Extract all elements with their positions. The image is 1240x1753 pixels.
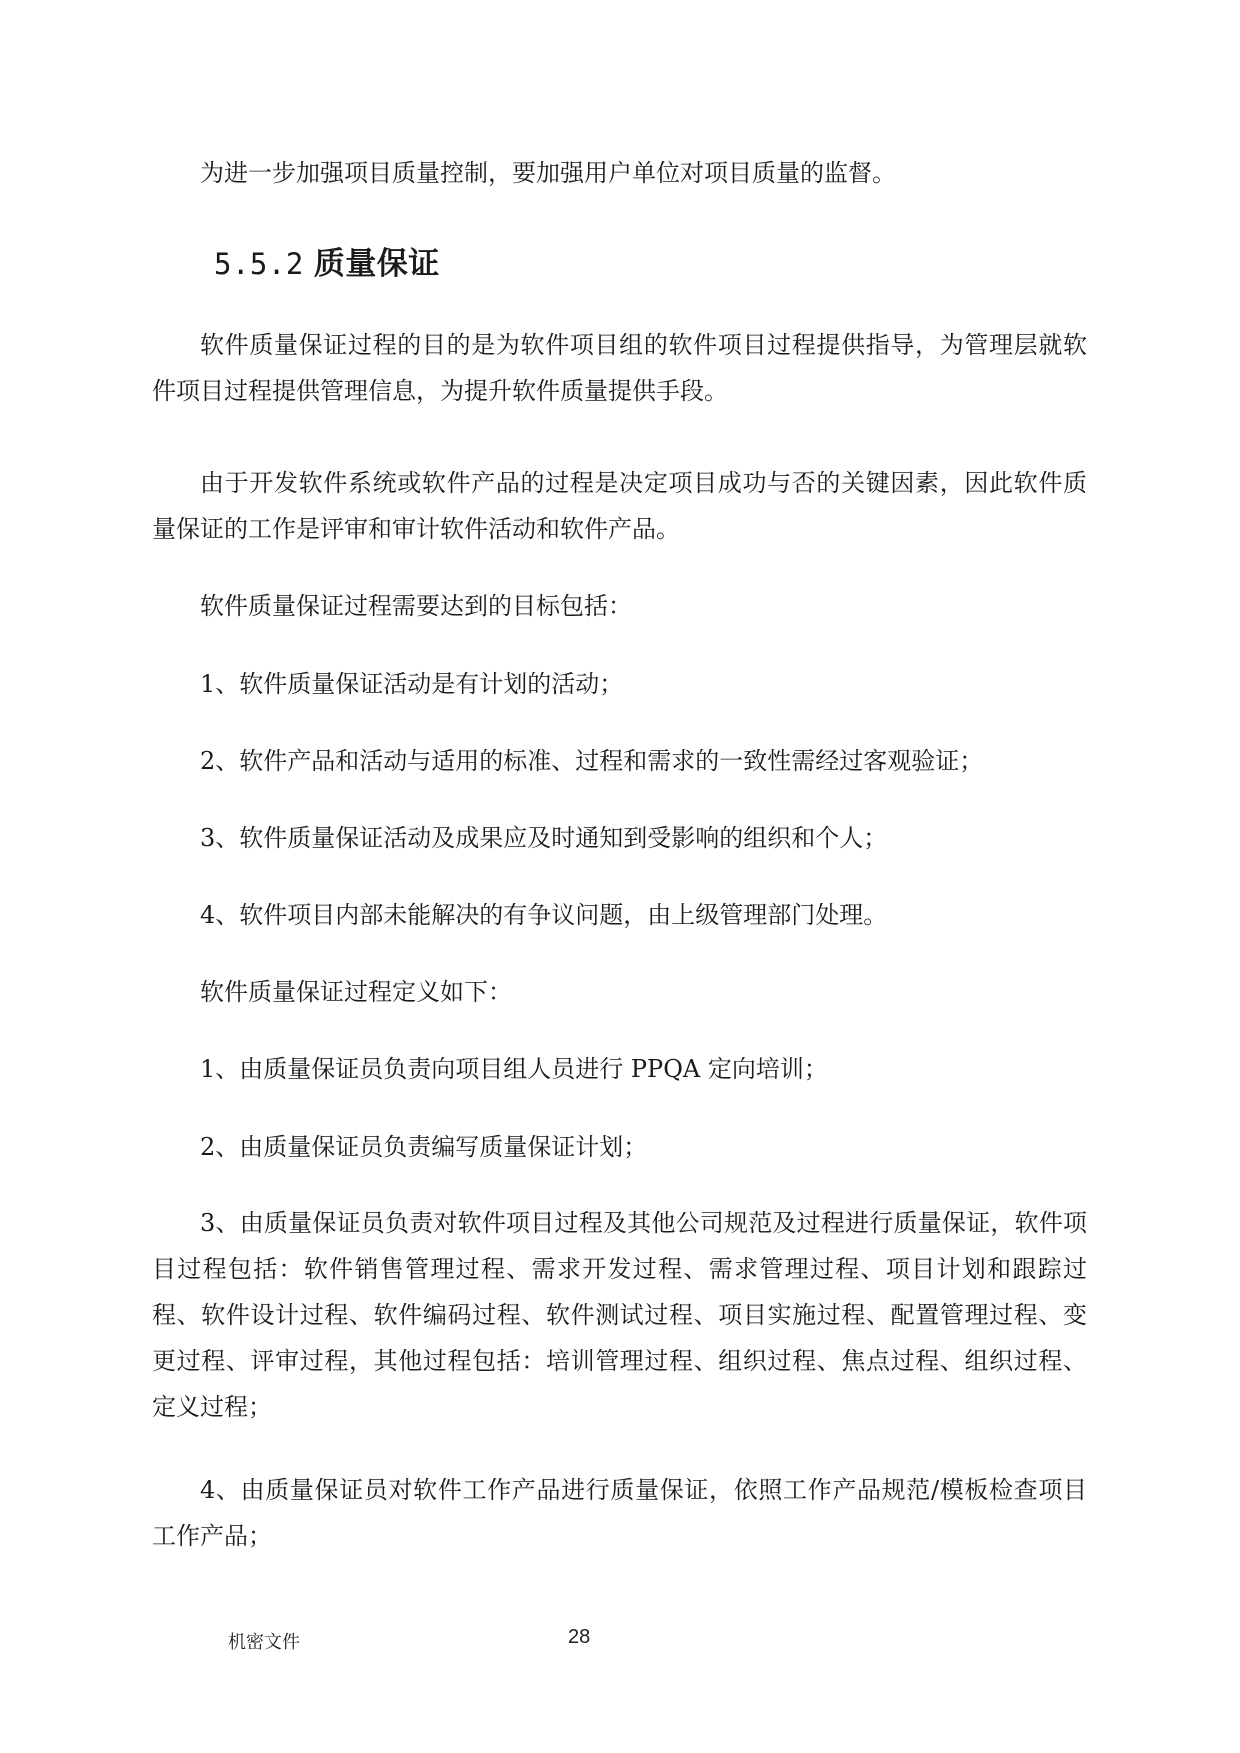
list-item: 4、由质量保证员对软件工作产品进行质量保证，依照工作产品规范/模板检查项目工作产品； [152, 1476, 1087, 1550]
paragraph: 软件质量保证过程的目的是为软件项目组的软件项目过程提供指导，为管理层就软件项目过程提供管理信息，为提升软件质量提供手段。 [152, 331, 1087, 405]
intro-paragraph: 为进一步加强项目质量控制，要加强用户单位对项目质量的监督。 [200, 159, 896, 187]
section-heading [214, 238, 440, 283]
list-item: 2、由质量保证员负责编写质量保证计划； [200, 1133, 648, 1161]
list-item: 1、由质量保证员负责向项目组人员进行 PPQA 定向培训； [200, 1055, 828, 1083]
section-title: 质量保证 [313, 246, 440, 282]
paragraph: 由于开发软件系统或软件产品的过程是决定项目成功与否的关键因素，因此软件质量保证的工作是评审和审计软件活动和软件产品。 [152, 469, 1087, 543]
section-number: 5.5.2 [214, 247, 304, 281]
list-item: 3、软件质量保证活动及成果应及时通知到受影响的组织和个人； [200, 824, 888, 852]
paragraph: 软件质量保证过程需要达到的目标包括： [200, 592, 632, 620]
page-number: 28 [568, 1626, 591, 1648]
list-item: 2、软件产品和活动与适用的标准、过程和需求的一致性需经过客观验证； [200, 747, 984, 775]
list-item: 4、软件项目内部未能解决的有争议问题，由上级管理部门处理。 [200, 901, 888, 929]
list-item: 3、由质量保证员负责对软件项目过程及其他公司规范及过程进行质量保证，软件项目过程包括：软件销售管理过程、需求开发过程、需求管理过程、项目计划和跟踪过程、软件设计过程、软件编码过程、软件测试过程、项目实施过程、配置管理过程、变更过程、评审过程，其他过程包括：培训管理过程、组织过程、焦点过程、组织过程、定义过程； [152, 1209, 1087, 1421]
paragraph: 软件质量保证过程定义如下： [200, 978, 512, 1006]
confidential-label: 机密文件 [228, 1632, 300, 1653]
list-item: 1、软件质量保证活动是有计划的活动； [200, 670, 624, 698]
